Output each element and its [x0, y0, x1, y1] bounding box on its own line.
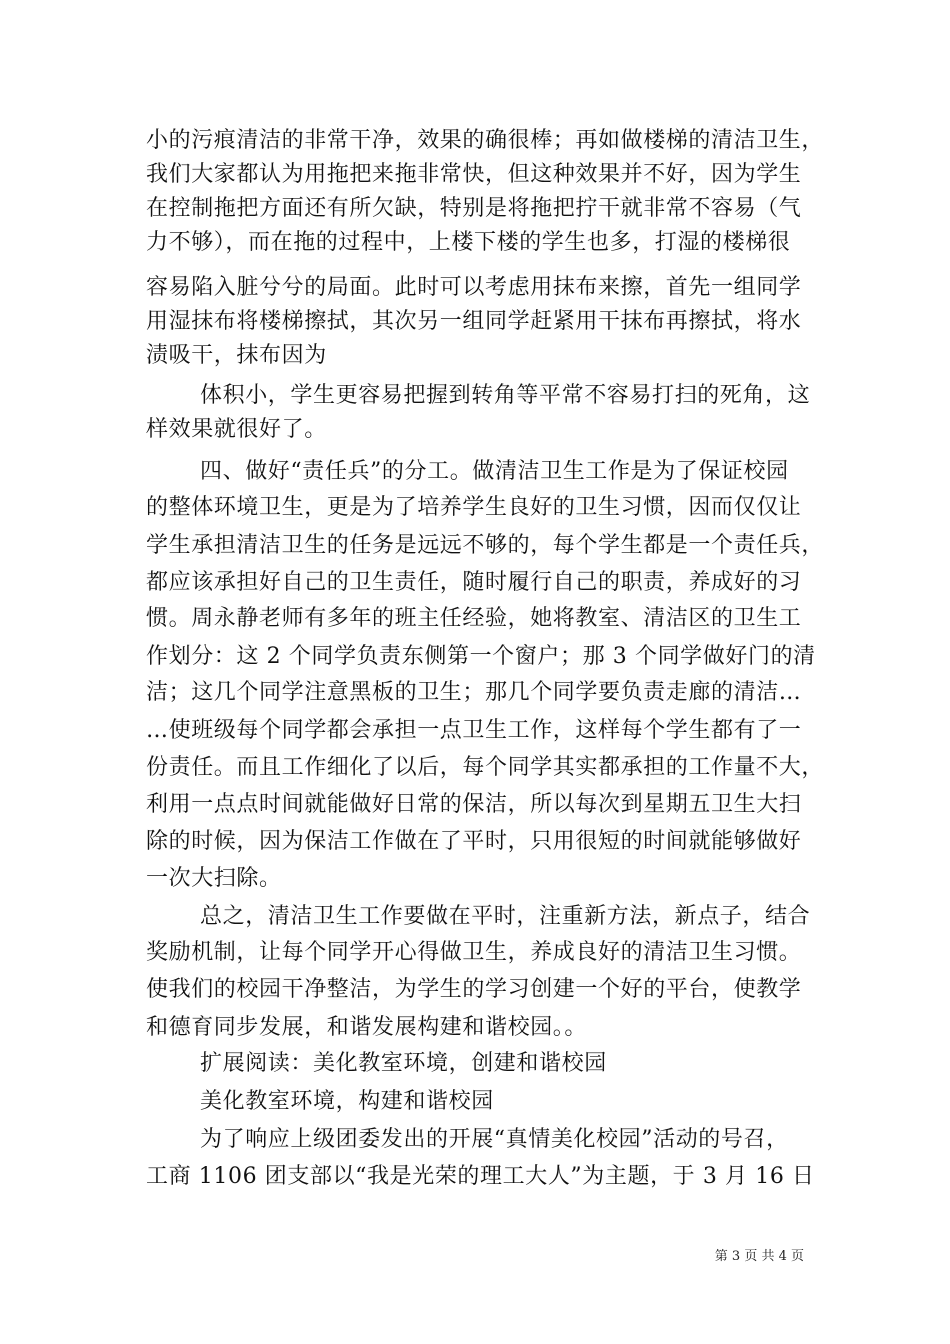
text-line: 在控制拖把方面还有所欠缺，特别是将拖把拧干就非常不容易（气 [146, 196, 802, 221]
text-line: 用湿抹布将楼梯擦拭，其次另一组同学赶紧用干抹布再擦拭，将水 [146, 309, 802, 334]
text-line: 使我们的校园干净整洁，为学生的学习创建一个好的平台，使教学 [146, 977, 802, 1002]
text-line: 一次大扫除。 [146, 866, 282, 891]
text-line: 的整体环境卫生，更是为了培养学生良好的卫生习惯，因而仅仅让 [146, 495, 802, 520]
text-line: 奖励机制，让每个同学开心得做卫生，养成良好的清洁卫生习惯。 [146, 940, 802, 965]
text-line: 学生承担清洁卫生的任务是远远不够的，每个学生都是一个责任兵， [146, 533, 825, 558]
text-line: 利用一点点时间就能做好日常的保洁，所以每次到星期五卫生大扫 [146, 792, 802, 817]
text-line: 惯。周永静老师有多年的班主任经验，她将教室、清洁区的卫生工 [146, 606, 802, 631]
text-line: 力不够），而在拖的过程中，上楼下楼的学生也多，打湿的楼梯很 [146, 230, 791, 255]
page-number-footer: 第 3 页 共 4 页 [714, 1249, 804, 1264]
text-line: 除的时候，因为保洁工作做在了平时，只用很短的时间就能够做好 [146, 829, 802, 854]
text-line: 都应该承担好自己的卫生责任，随时履行自己的职责，养成好的习 [146, 570, 802, 595]
text-line: 份责任。而且工作细化了以后，每个同学其实都承担的工作量不大， [146, 755, 825, 780]
text-line: 作划分：这 2 个同学负责东侧第一个窗户；那 3 个同学做好门的清 [146, 644, 816, 669]
text-line: 渍吸干，抹布因为 [146, 343, 327, 368]
text-line: 扩展阅读：美化教室环境，创建和谐校园 [200, 1051, 607, 1076]
text-line: 总之，清洁卫生工作要做在平时，注重新方法，新点子，结合 [200, 904, 811, 929]
text-line: 美化教室环境，构建和谐校园 [200, 1089, 494, 1114]
text-line: 小的污痕清洁的非常干净，效果的确很棒；再如做楼梯的清洁卫生， [146, 128, 825, 153]
text-line: 和德育同步发展，和谐发展构建和谐校园。。 [146, 1015, 588, 1040]
text-line: 工商 1106 团支部以“我是光荣的理工大人”为主题，于 3 月 16 日 [146, 1164, 815, 1189]
text-line: 四、做好“责任兵”的分工。做清洁卫生工作是为了保证校园 [200, 459, 789, 484]
text-line: 容易陷入脏兮兮的局面。此时可以考虑用抹布来擦，首先一组同学 [146, 275, 802, 300]
text-line: 为了响应上级团委发出的开展“真情美化校园”活动的号召， [200, 1127, 789, 1152]
text-line: 样效果就很好了。 [146, 417, 327, 442]
text-line: …使班级每个同学都会承担一点卫生工作，这样每个学生都有了一 [146, 718, 802, 743]
text-line: 体积小，学生更容易把握到转角等平常不容易打扫的死角，这 [200, 383, 811, 408]
text-line: 洁；这几个同学注意黑板的卫生；那几个同学要负责走廊的清洁… [146, 680, 802, 705]
text-line: 我们大家都认为用拖把来拖非常快，但这种效果并不好，因为学生 [146, 162, 802, 187]
